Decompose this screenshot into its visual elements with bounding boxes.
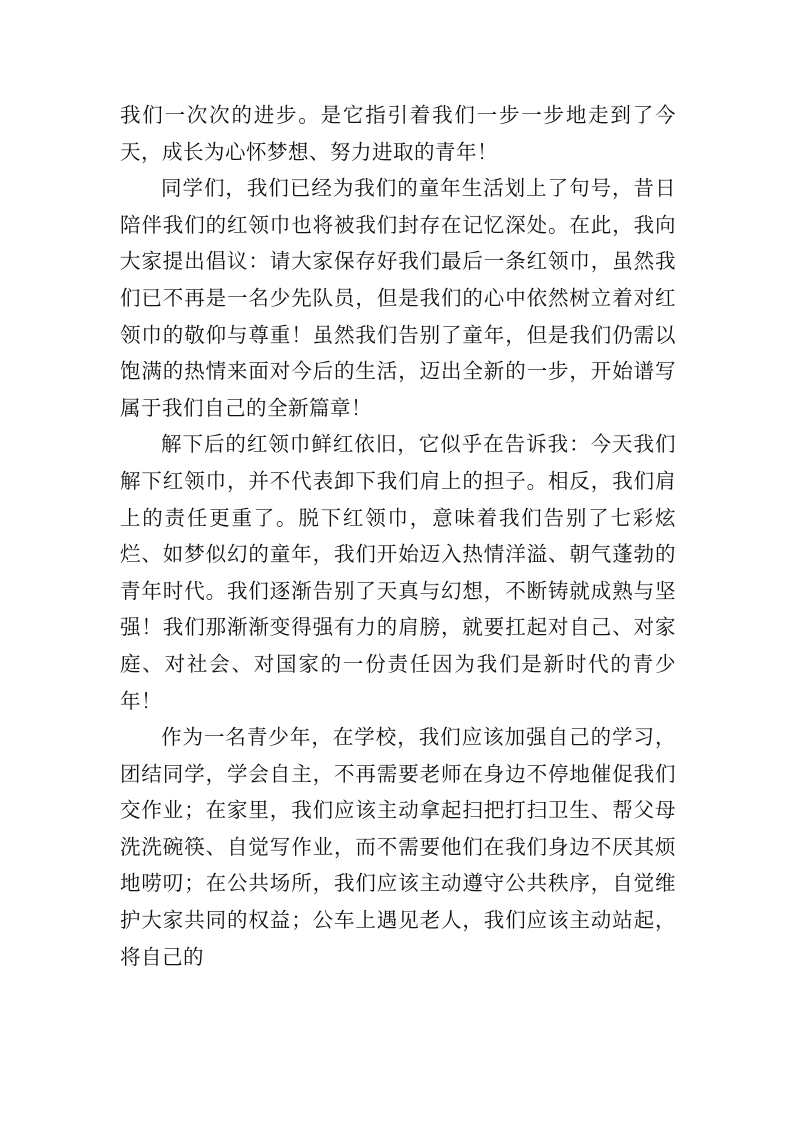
paragraph-1: 我们一次次的进步。是它指引着我们一步一步地走到了今天，成长为心怀梦想、努力进取的青年！ [120, 103, 676, 164]
paragraph-3: 解下后的红领巾鲜红依旧，它似乎在告诉我：今天我们解下红领巾，并不代表卸下我们肩上的担子。相反，我们肩上的责任更重了。脱下红领巾，意味着我们告别了七彩炫烂、如梦似幻的童年，我们开始迈入热情洋溢、朝气蓬勃的青年时代。我们逐渐告别了天真与幻想，不断铸就成熟与坚强！我们那渐渐变得强有力的肩膀，就要扛起对自己、对家庭、对社会、对国家的一份责任因为我们是新时代的青少年！ [120, 432, 676, 713]
paragraph-4: 作为一名青少年，在学校，我们应该加强自己的学习，团结同学，学会自主，不再需要老师在身边不停地催促我们交作业；在家里，我们应该主动拿起扫把打扫卫生、帮父母洗洗碗筷、自觉写作业，而不需要他们在我们身边不厌其烦地唠叨；在公共场所，我们应该主动遵守公共秩序，自觉维护大家共同的权益；公车上遇见老人，我们应该主动站起，将自己的 [120, 725, 676, 969]
paragraph-2: 同学们，我们已经为我们的童年生活划上了句号，昔日陪伴我们的红领巾也将被我们封存在记忆深处。在此，我向大家提出倡议：请大家保存好我们最后一条红领巾，虽然我们已不再是一名少先队员，但是我们的心中依然树立着对红领巾的敬仰与尊重！虽然我们告别了童年，但是我们仍需以饱满的热情来面对今后的生活，迈出全新的一步，开始谱写属于我们自己的全新篇章！ [120, 176, 676, 420]
document-body [120, 97, 676, 975]
